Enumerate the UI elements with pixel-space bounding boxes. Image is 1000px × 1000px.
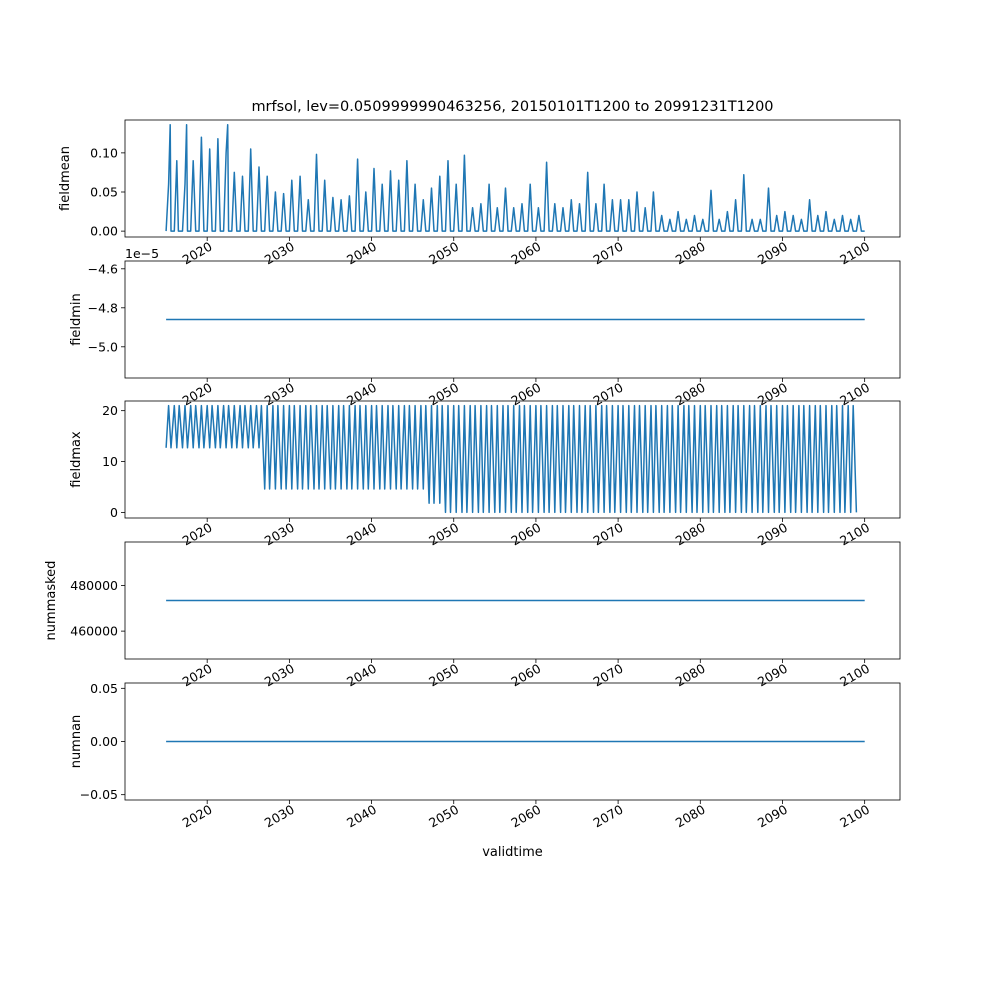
figure-title: mrfsol, lev=0.0509999990463256, 20150101T1200 to 20991231T1200 bbox=[251, 99, 774, 115]
x-tick-label: 2080 bbox=[672, 660, 708, 690]
y-tick-label: 480000 bbox=[70, 577, 118, 593]
x-tick-label: 2060 bbox=[508, 238, 544, 268]
y-tick-label: 460000 bbox=[70, 623, 118, 639]
y-tick-label: 0.00 bbox=[90, 734, 118, 749]
x-tick-label: 2090 bbox=[754, 801, 790, 831]
y-axis-label-nummasked: nummasked bbox=[44, 560, 59, 641]
x-tick-label: 2020 bbox=[179, 379, 215, 409]
x-tick-label: 2090 bbox=[754, 660, 790, 690]
y-tick-label: −4.6 bbox=[87, 261, 118, 277]
y-tick-label: 0.00 bbox=[90, 223, 118, 239]
x-tick-label: 2030 bbox=[261, 379, 297, 409]
y-tick-label: −0.05 bbox=[79, 787, 118, 803]
x-tick-label: 2030 bbox=[261, 519, 297, 549]
x-tick-label: 2060 bbox=[508, 519, 544, 549]
x-tick-label: 2090 bbox=[754, 238, 790, 268]
y-axis-label-fieldmin: fieldmin bbox=[69, 293, 84, 346]
y-tick-label: 20 bbox=[102, 403, 118, 419]
y-axis-label-numnan: numnan bbox=[69, 714, 84, 769]
x-tick-label: 2080 bbox=[672, 801, 708, 831]
x-tick-label: 2100 bbox=[837, 379, 873, 409]
x-tick-label: 2060 bbox=[508, 660, 544, 690]
y-tick-label: 0.10 bbox=[90, 145, 118, 161]
x-tick-label: 2090 bbox=[754, 519, 790, 549]
x-tick-label: 2050 bbox=[426, 379, 462, 409]
y-tick-label: 10 bbox=[102, 454, 118, 470]
x-tick-label: 2030 bbox=[261, 660, 297, 690]
x-axis-label: validtime bbox=[482, 845, 543, 860]
x-tick-label: 2020 bbox=[179, 238, 215, 268]
y-axis-label-fieldmean: fieldmean bbox=[58, 146, 73, 211]
x-tick-label: 2070 bbox=[590, 801, 626, 831]
x-tick-label: 2020 bbox=[179, 660, 215, 690]
x-tick-label: 2040 bbox=[344, 238, 380, 268]
x-tick-label: 2080 bbox=[672, 519, 708, 549]
x-tick-label: 2100 bbox=[837, 519, 873, 549]
x-tick-label: 2080 bbox=[672, 379, 708, 409]
y-tick-label: −4.8 bbox=[87, 300, 118, 316]
x-tick-label: 2050 bbox=[426, 801, 462, 831]
x-tick-label: 2040 bbox=[344, 519, 380, 549]
y-tick-label: 0.05 bbox=[90, 680, 118, 696]
y-axis-label-fieldmax: fieldmax bbox=[69, 431, 84, 488]
x-tick-label: 2070 bbox=[590, 379, 626, 409]
x-tick-label: 2100 bbox=[837, 238, 873, 268]
y-tick-label: 0.05 bbox=[90, 184, 118, 200]
x-tick-label: 2020 bbox=[179, 801, 215, 831]
y-tick-label: −5.0 bbox=[87, 339, 118, 355]
x-tick-label: 2100 bbox=[837, 801, 873, 831]
x-tick-label: 2050 bbox=[426, 238, 462, 268]
x-tick-label: 2060 bbox=[508, 801, 544, 831]
x-tick-label: 2020 bbox=[179, 519, 215, 549]
x-tick-label: 2040 bbox=[344, 801, 380, 831]
x-tick-label: 2040 bbox=[344, 379, 380, 409]
y-offset-text: 1e−5 bbox=[125, 246, 160, 261]
x-tick-label: 2050 bbox=[426, 660, 462, 690]
x-tick-label: 2070 bbox=[590, 519, 626, 549]
x-tick-label: 2070 bbox=[590, 238, 626, 268]
y-tick-label: 0 bbox=[110, 504, 118, 520]
x-tick-label: 2100 bbox=[837, 660, 873, 690]
x-tick-label: 2030 bbox=[261, 238, 297, 268]
x-tick-label: 2060 bbox=[508, 379, 544, 409]
x-tick-label: 2090 bbox=[754, 379, 790, 409]
x-tick-label: 2070 bbox=[590, 660, 626, 690]
x-tick-label: 2050 bbox=[426, 519, 462, 549]
x-tick-label: 2040 bbox=[344, 660, 380, 690]
x-tick-label: 2030 bbox=[261, 801, 297, 831]
x-tick-label: 2080 bbox=[672, 238, 708, 268]
